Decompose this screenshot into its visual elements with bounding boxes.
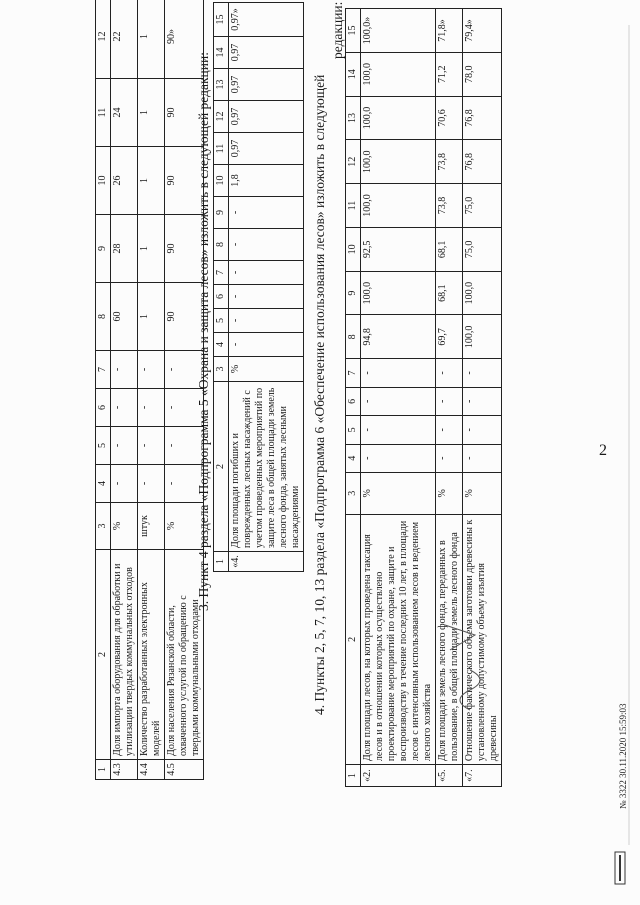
table-cell: 90»	[165, 0, 204, 79]
column-number-cell: 2	[346, 514, 361, 765]
handwritten-signature-marks	[430, 600, 490, 720]
section-4-heading-continued: редакции:	[330, 1, 345, 59]
table-cell: -	[165, 389, 204, 427]
section-3-heading: 3. Пункт 4 раздела «Подпрограмма 5 «Охрана и защита лесов» изложить в следующей редакции:	[196, 52, 211, 611]
column-number-cell: 7	[96, 351, 111, 389]
table-header-row	[214, 3, 229, 572]
table-cell: 1	[138, 79, 165, 147]
column-number-cell: 12	[346, 140, 361, 184]
table-cell: 90	[165, 215, 204, 283]
scan-artifact-line	[628, 25, 630, 845]
column-number-cell: 14	[346, 52, 361, 96]
table-row	[111, 0, 138, 780]
table-cell: «2.	[361, 765, 436, 787]
table-cell: -	[138, 389, 165, 427]
table-cell: -	[165, 465, 204, 503]
table-cell: 78,0	[463, 52, 502, 96]
table-cell: 71,2	[436, 52, 463, 96]
table-header-row	[96, 0, 111, 780]
column-number-cell: 5	[214, 309, 229, 333]
column-number-cell: 4	[346, 444, 361, 472]
table-cell: -	[436, 359, 463, 387]
table-cell: -	[165, 351, 204, 389]
column-number-cell: 9	[346, 271, 361, 315]
table-cell: %	[165, 503, 204, 550]
column-number-cell: 12	[214, 101, 229, 133]
table-cell: -	[463, 387, 502, 415]
table-cell: -	[138, 465, 165, 503]
table-cell: 100,0	[361, 184, 436, 228]
column-number-cell: 6	[96, 389, 111, 427]
table-cell: -	[111, 389, 138, 427]
table-cell: %	[111, 503, 138, 550]
table-cell: %	[436, 472, 463, 514]
page-number: 2	[599, 442, 607, 459]
table-cell: -	[229, 333, 304, 357]
table-cell: -	[463, 444, 502, 472]
table-cell: 4.4	[138, 760, 165, 780]
column-number-cell: 9	[214, 197, 229, 229]
indicator-name-cell: Доля площади погибших и поврежденных лесных насаждений с учетом проведенных мероприятий по защите леса в общей площади земель лесного фонда, занятых лесными насаждениями	[229, 382, 304, 552]
column-number-cell: 3	[96, 503, 111, 550]
table-cell: 76,8	[463, 96, 502, 140]
column-number-cell: 10	[96, 147, 111, 215]
column-number-cell: 15	[346, 9, 361, 53]
table-cell: 70,6	[436, 96, 463, 140]
column-number-cell: 8	[346, 315, 361, 359]
indicator-name-cell: Доля населения Рязанской области, охваченного услугой по обращению с твердыми коммунальными отходами	[165, 550, 204, 760]
table-cell: 73,8	[436, 184, 463, 228]
column-number-cell: 2	[214, 382, 229, 552]
table-cell: %	[463, 472, 502, 514]
table-cell: %	[361, 472, 436, 514]
table-cell: 90	[165, 79, 204, 147]
column-number-cell: 10	[346, 227, 361, 271]
table-cell: -	[436, 387, 463, 415]
table-cell: 69,7	[436, 315, 463, 359]
table-cell: -	[436, 444, 463, 472]
column-number-cell: 7	[346, 359, 361, 387]
table-cell: 1	[138, 283, 165, 351]
table-cell: 100,0	[361, 52, 436, 96]
table-cell: -	[165, 427, 204, 465]
table-cell: -	[463, 416, 502, 444]
table-cell: -	[138, 427, 165, 465]
table-cell: 26	[111, 147, 138, 215]
table-cell: 0,97	[229, 37, 304, 69]
table-cell: -	[229, 261, 304, 285]
indicator-name-cell: Количество разработанных электронных моделей	[138, 550, 165, 760]
table-row	[138, 0, 165, 780]
column-number-cell: 5	[346, 416, 361, 444]
column-number-cell: 3	[346, 472, 361, 514]
table-cell: -	[361, 416, 436, 444]
table-cell: «4.	[229, 552, 304, 572]
table-cell: -	[111, 351, 138, 389]
indicators-table-1	[95, 0, 204, 780]
table-cell: 4.3	[111, 760, 138, 780]
table-cell: 0,97	[229, 69, 304, 101]
table-cell: 100,0	[361, 271, 436, 315]
table-cell: -	[361, 359, 436, 387]
table-cell: -	[229, 285, 304, 309]
table-cell: 71,8»	[436, 9, 463, 53]
table-row	[229, 3, 304, 572]
column-number-cell: 5	[96, 427, 111, 465]
table-cell: 75,0	[463, 184, 502, 228]
table-cell: -	[463, 359, 502, 387]
table-cell: 0,97»	[229, 3, 304, 37]
table-cell: -	[111, 427, 138, 465]
indicator-name-cell: Доля площади лесов, на которых проведена таксация лесов и в отношении которых осуществлено проектирование мероприятий по охране, защите и воспроизводству в течение последних 10 лет, в площади лесов с интенсивным использованием лесов и ведением лесного хозяйства	[361, 514, 436, 765]
table-cell: 1	[138, 147, 165, 215]
table-cell: 90	[165, 147, 204, 215]
column-number-cell: 6	[346, 387, 361, 415]
table-cell: «7.	[463, 765, 502, 787]
indicator-name-cell: Доля площади земель лесного фонда, переданных в пользование, в общей площади земель лесного фонда	[436, 514, 463, 765]
column-number-cell: 11	[96, 79, 111, 147]
table-cell: -	[229, 309, 304, 333]
table-cell: 1	[138, 215, 165, 283]
table-cell: 79,4»	[463, 9, 502, 53]
table-row	[361, 9, 436, 787]
table-cell: 100,0	[361, 96, 436, 140]
table-cell: 68,1	[436, 227, 463, 271]
table-cell: штук	[138, 503, 165, 550]
table-cell: 100,0	[463, 271, 502, 315]
table-cell: «5.	[436, 765, 463, 787]
column-number-cell: 13	[346, 96, 361, 140]
section-4-heading: 4. Пункты 2, 5, 7, 10, 13 раздела «Подпрограмма 6 «Обеспечение использования лесов» изложить в следующей	[312, 74, 327, 715]
column-number-cell: 1	[346, 765, 361, 787]
indicator-name-cell: Доля импорта оборудования для обработки и утилизации твердых коммунальных отходов	[111, 550, 138, 760]
column-number-cell: 15	[214, 3, 229, 37]
table-cell: 76,8	[463, 140, 502, 184]
column-number-cell: 7	[214, 261, 229, 285]
column-number-cell: 10	[214, 165, 229, 197]
indicators-table-2	[213, 2, 304, 572]
table-cell: 24	[111, 79, 138, 147]
table-cell: %	[229, 357, 304, 382]
column-number-cell: 1	[214, 552, 229, 572]
table-cell: 100,0	[463, 315, 502, 359]
table-cell: 94,8	[361, 315, 436, 359]
table-cell: 0,97	[229, 101, 304, 133]
table-cell: 92,5	[361, 227, 436, 271]
column-number-cell: 12	[96, 0, 111, 79]
table-cell: 68,1	[436, 271, 463, 315]
column-number-cell: 14	[214, 37, 229, 69]
column-number-cell: 11	[214, 133, 229, 165]
table-cell: 90	[165, 283, 204, 351]
registration-stamp: № 3322 30.11.2020 15:59:03	[618, 703, 628, 809]
column-number-cell: 4	[214, 333, 229, 357]
indicator-name-cell: Отношение фактического объема заготовки древесины к установленному допустимому объему изъятия древесины	[463, 514, 502, 765]
table-cell: 100,0	[361, 140, 436, 184]
column-number-cell: 8	[214, 229, 229, 261]
table-cell: 4.5	[165, 760, 204, 780]
table-cell: -	[229, 229, 304, 261]
table-cell: -	[361, 387, 436, 415]
table-cell: 0,97	[229, 133, 304, 165]
table-cell: 1	[138, 0, 165, 79]
column-number-cell: 8	[96, 283, 111, 351]
table-cell: -	[111, 465, 138, 503]
table-cell: 100,0»	[361, 9, 436, 53]
table-cell: -	[138, 351, 165, 389]
column-number-cell: 1	[96, 760, 111, 780]
column-number-cell: 6	[214, 285, 229, 309]
table-cell: 22	[111, 0, 138, 79]
table-cell: 75,0	[463, 227, 502, 271]
column-number-cell: 9	[96, 215, 111, 283]
table-cell: -	[361, 444, 436, 472]
column-number-cell: 4	[96, 465, 111, 503]
table-cell: -	[436, 416, 463, 444]
table-cell: 73,8	[436, 140, 463, 184]
column-number-cell: 3	[214, 357, 229, 382]
table-header-row	[346, 9, 361, 787]
table-cell: -	[229, 197, 304, 229]
column-number-cell: 11	[346, 184, 361, 228]
table-cell: 28	[111, 215, 138, 283]
table-cell: 60	[111, 283, 138, 351]
column-number-cell: 13	[214, 69, 229, 101]
column-number-cell: 2	[96, 550, 111, 760]
table-cell: 1,8	[229, 165, 304, 197]
office-logo-icon	[612, 851, 632, 885]
